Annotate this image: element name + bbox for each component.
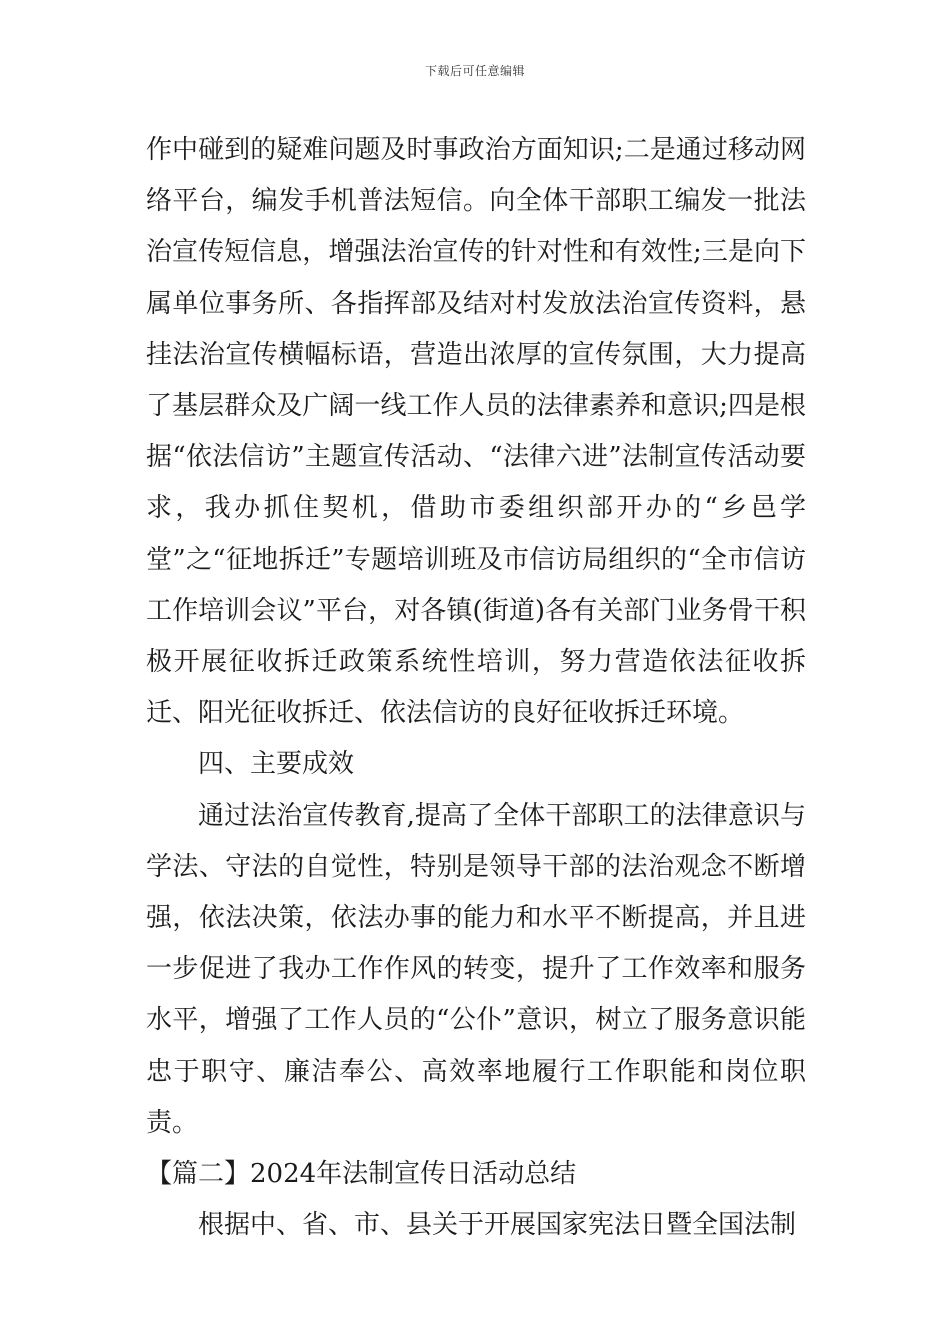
paragraph-results: 通过法治宣传教育,提高了全体干部职工的法律意识与学法、守法的自觉性，特别是领导干部的法治观念不断增强，依法决策，依法办事的能力和水平不断提高，并且进一步促进了我办工作作风的转变，提升了工作效率和服务水平，增强了工作人员的“公仆”意识，树立了服务意识能忠于职守、廉洁奉公、高效率地履行工作职能和岗位职责。: [146, 800, 806, 1138]
document-body: [146, 125, 806, 1251]
section-heading: 四、主要成效: [198, 749, 355, 780]
paragraph-continued: 作中碰到的疑难问题及时事政治方面知识;二是通过移动网络平台，编发手机普法短信。向全体干部职工编发一批法治宣传短信息，增强法治宣传的针对性和有效性;三是向下属单位事务所、各指挥部及结对村发放法治宣传资料，悬挂法治宣传横幅标语，营造出浓厚的宣传氛围，大力提高了基层群众及广阔一线工作人员的法律素养和意识;四是根据“依法信访”主题宣传活动、“法律六进”法制宣传活动要求，我办抓住契机，借助市委组织部开办的“乡邑学堂”之“征地拆迁”专题培训班及市信访局组织的“全市信访工作培训会议”平台，对各镇(街道)各有关部门业务骨干积极开展征收拆迁政策系统性培训，努力营造依法征收拆迁、阳光征收拆迁、依法信访的良好征收拆迁环境。: [146, 135, 806, 729]
page-header-note: 下载后可任意编辑: [424, 64, 525, 78]
paragraph-next: 根据中、省、市、县关于开展国家宪法日暨全国法制: [198, 1210, 797, 1241]
article-title: 【篇二】2024年法制宣传日活动总结: [146, 1159, 577, 1190]
